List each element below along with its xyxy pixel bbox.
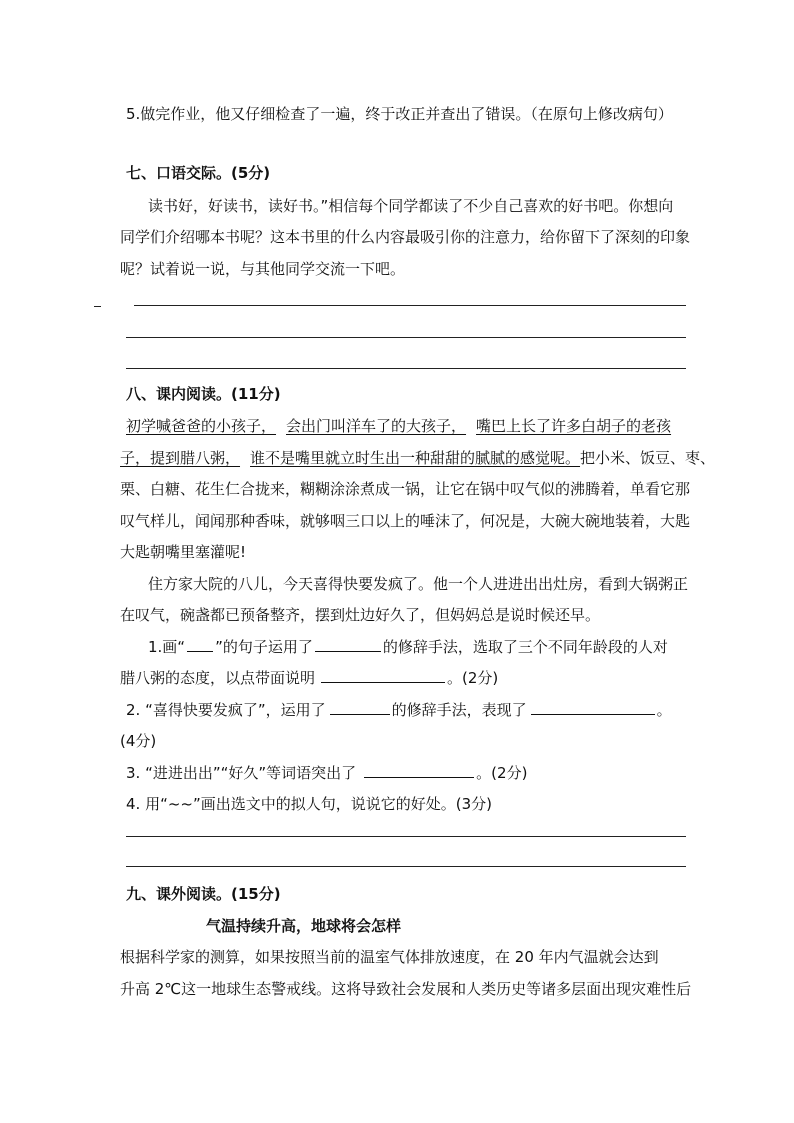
- section-7-paragraph-line: 呢？试着说一说，与其他同学交流一下吧。: [120, 260, 406, 278]
- question-8-1: [148, 636, 668, 657]
- question-text: 1.画“: [148, 638, 186, 656]
- question-8-1-continued: [120, 667, 498, 688]
- question-text: 腊八粥的态度，以点带面说明: [120, 669, 316, 687]
- section-7-heading: 七、口语交际。(5分): [126, 164, 271, 182]
- underlined-sentence: 初学喊爸爸的小孩子，: [126, 417, 277, 435]
- answer-blank[interactable]: [315, 637, 381, 652]
- passage-line: [126, 415, 671, 436]
- section-9-heading: 九、课外阅读。(15分): [126, 885, 281, 903]
- passage-line: 大匙朝嘴里塞灌呢!: [120, 543, 247, 561]
- answer-line[interactable]: [134, 305, 686, 306]
- question-text: 的修辞手法，选取了三个不同年龄段的人对: [382, 638, 668, 656]
- answer-line[interactable]: [126, 866, 686, 867]
- answer-blank[interactable]: [187, 637, 213, 652]
- question-text: 。: [656, 701, 672, 719]
- underlined-sentence: 会出门叫洋车了的大孩子，: [286, 417, 467, 435]
- passage-line: 住方家大院的八儿，今天喜得快要发疯了。他一个人进进出出灶房，看到大锅粥正: [148, 575, 689, 593]
- question-text: ”的句子运用了: [215, 638, 313, 656]
- section-7-paragraph-line: 读书好，好读书，读好书。”相信每个同学都读了不少自己喜欢的好书吧。你想向: [148, 197, 674, 215]
- underlined-sentence: 谁不是嘴里就立时生出一种甜甜的腻腻的感觉呢。: [250, 449, 581, 467]
- answer-blank[interactable]: [364, 763, 474, 778]
- passage-line: 在叹气，碗盏都已预备整齐，摆到灶边好久了，但妈妈总是说时候还早。: [120, 606, 601, 624]
- answer-blank[interactable]: [531, 700, 655, 715]
- section-8-heading: 八、课内阅读。(11分): [126, 385, 281, 403]
- article-line: 根据科学家的测算，如果按照当前的温室气体排放速度，在 20 年内气温就会达到: [120, 948, 659, 966]
- section-7-paragraph-line: 同学们介绍哪本书呢？这本书里的什么内容最吸引你的注意力，给你留下了深刻的印象: [120, 228, 691, 246]
- question-text: 。(2分): [476, 764, 528, 782]
- question-8-3: [126, 762, 527, 783]
- underlined-sentence: 嘴巴上长了许多白胡子的老孩: [476, 417, 672, 435]
- answer-line[interactable]: [126, 836, 686, 837]
- answer-blank[interactable]: [330, 700, 390, 715]
- question-8-2-score: (4分): [120, 732, 157, 750]
- answer-line[interactable]: [126, 337, 686, 338]
- question-text: 的修辞手法，表现了: [391, 701, 527, 719]
- question-text: 。(2分): [447, 669, 499, 687]
- passage-line: 栗、白糖、花生仁合拢来，糊糊涂涂煮成一锅，让它在锅中叹气似的沸腾着，单看它那: [120, 480, 691, 498]
- article-title: 气温持续升高，地球将会怎样: [206, 917, 402, 935]
- question-8-4: 4. 用“~~”画出选文中的拟人句，说说它的好处。(3分): [126, 795, 493, 813]
- question-text: 2. “喜得快要发疯了”，运用了: [126, 701, 326, 719]
- answer-line[interactable]: [126, 368, 686, 369]
- answer-blank[interactable]: [321, 668, 445, 683]
- answer-line-marker: [94, 306, 101, 307]
- question-8-2: [126, 699, 672, 720]
- question-text: 3. “进进出出”“好久”等词语突出了: [126, 764, 357, 782]
- underlined-sentence: 子，提到腊八粥，: [120, 449, 241, 467]
- passage-text: 把小米、饭豆、枣、: [580, 449, 716, 467]
- passage-line: [120, 447, 715, 468]
- article-line: 升高 2℃这一地球生态警戒线。这将导致社会发展和人类历史等诸多层面出现灾难性后: [120, 980, 692, 998]
- question-5: 5.做完作业，他又仔细检查了一遍，终于改正并查出了错误。（在原句上修改病句）: [126, 105, 673, 123]
- passage-line: 叹气样儿，闻闻那种香味，就够咽三口以上的唾沫了，何况是，大碗大碗地装着，大匙: [120, 512, 691, 530]
